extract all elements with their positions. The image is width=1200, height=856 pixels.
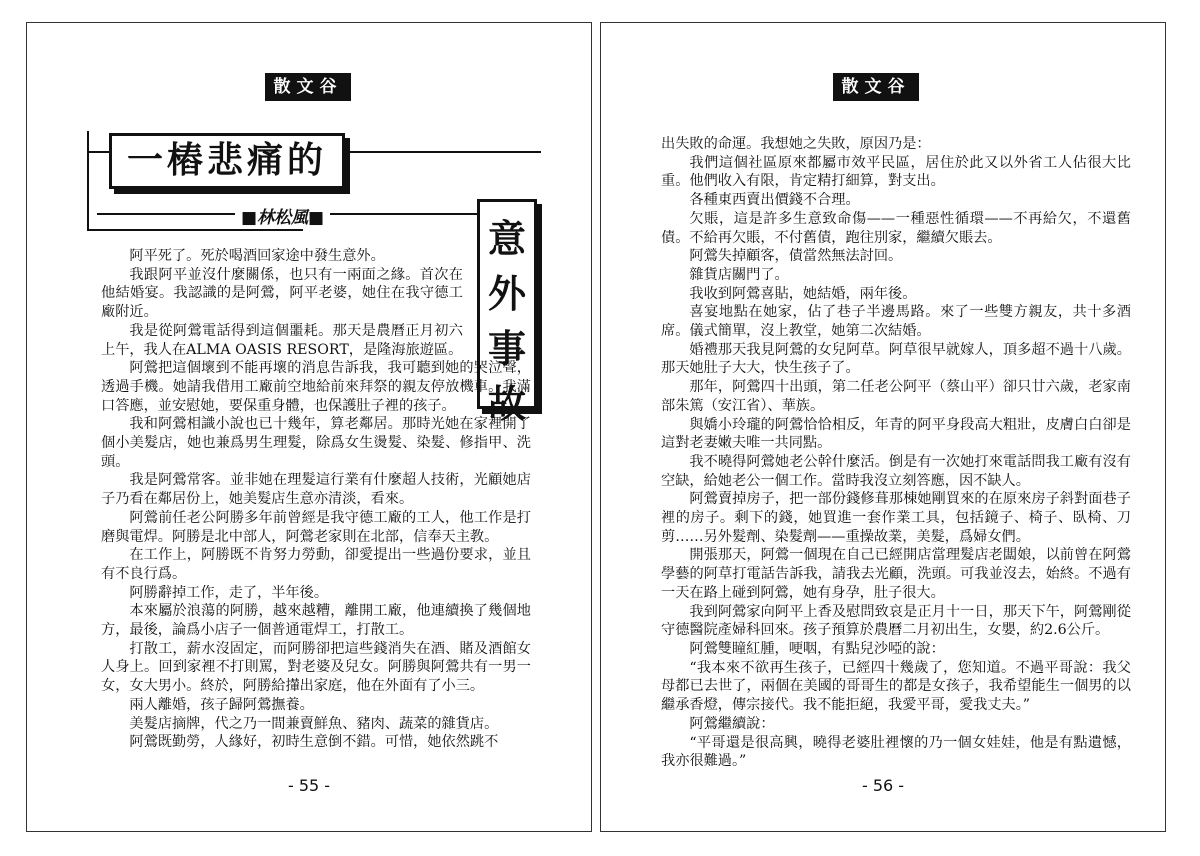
title-vertical-char: 故 (487, 382, 526, 426)
paragraph: 打散工，薪水沒固定，而阿勝卻把這些錢消失在酒、賭及酒館女人身上。回到家裡不打則罵，對老婆及兒女。阿勝與阿鶯共有一男一女，女大男小。終於，阿勝給攆出家庭，他在外面有了小三。 (101, 640, 531, 695)
paragraph: 我是阿鶯常客。並非她在理髮這行業有什麼超人技術，光顧她店子乃看在鄰居份上，她美髮店生意亦清淡，看來。 (101, 472, 531, 508)
paragraph: 與嬌小玲瓏的阿鶯恰恰相反，年青的阿平身段高大粗壯，皮膚白白卻是這對老妻嫩夫唯一共同點。 (661, 416, 1131, 452)
title-vertical-char: 事 (487, 327, 526, 371)
paragraph: 我跟阿平並沒什麼關係，也只有一兩面之緣。首次在他結婚宴。我認識的是阿鶯，阿平老婆，她住在我守德工廠附近。 (101, 266, 463, 321)
paragraph: 我收到阿鶯喜貼，她結婚，兩年後。 (689, 285, 917, 302)
left-page (26, 22, 592, 832)
paragraph: 阿鶯既勤勞，人緣好，初時生意倒不錯。可惜，她依然跳不 (129, 734, 499, 751)
paragraph: 阿鶯前任老公阿勝多年前曾經是我守德工廠的工人，他工作是打磨與電焊。阿勝是北中部人，阿鶯老家則在北部，信奉天主教。 (101, 509, 531, 545)
paragraph: “平哥還是很高興，曉得老婆肚裡懷的乃一個女娃娃，他是有點遺憾，我亦很難過。” (661, 734, 1131, 770)
author-name: ■林松風■ (235, 203, 330, 228)
paragraph: 在工作上，阿勝既不肯努力勞動，卻愛提出一些過份要求，並且有不良行爲。 (101, 547, 531, 582)
paragraph: 阿鶯失掉顧客，債當然無法討回。 (689, 248, 903, 265)
title-vertical-char: 意 (487, 217, 526, 261)
article-body-right (661, 135, 1131, 771)
title-vertical-char: 外 (487, 272, 526, 316)
paragraph: 欠賬，這是許多生意致命傷——一種惡性循環——不再給欠，不還舊債。不給再欠賬，不付舊債，跑往別家，繼續欠賬去。 (661, 210, 1131, 246)
paragraph: 我和阿鶯相識小說也已十幾年，算老鄰居。那時光她在家裡開了個小美髮店，她也兼爲男生理髮，除爲女生燙髮、染髮、修指甲、洗頭。 (101, 416, 531, 470)
paragraph: 兩人離婚，孩子歸阿鶯撫養。 (129, 696, 314, 713)
paragraph: 阿鶯繼續說： (689, 715, 775, 732)
paragraph: 阿平死了。死於喝酒回家途中發生意外。 (129, 248, 385, 264)
paragraph: 阿鶯賣掉房子，把一部份錢修葺那棟她剛買來的在原來房子斜對面巷子裡的房子。剩下的錢，她買進一套作業工具，包括鏡子、椅子、臥椅、刀剪……另外髮劑、染髮劑——重操故業，美髮，爲婦女們。 (661, 491, 1131, 545)
article-title: 一樁悲痛的 (109, 133, 345, 189)
paragraph: 雜貨店關門了。 (689, 266, 789, 283)
paragraph: 各種東西賣出價錢不合理。 (689, 192, 860, 209)
paragraph: 我到阿鶯家向阿平上香及慰問致哀是正月十一日，那天下午，阿鶯剛從守德醫院產婦科回來。孩子預算於農曆二月初出生，女嬰，約2.6公斤。 (661, 603, 1131, 639)
paragraph: 我是從阿鶯電話得到這個噩耗。那天是農曆正月初六上午，我人在ALMA OASIS RESORT，是隆海旅遊區。 (101, 322, 463, 358)
section-label: 散文谷 (833, 73, 919, 101)
paragraph: 出失敗的命運。我想她之失敗，原因乃是： (661, 136, 931, 152)
paragraph: 那年，阿鶯四十出頭，第二任老公阿平（蔡山平）卻只廿六歲，老家南部朱篤（安江省）、華族。 (661, 379, 1131, 414)
paragraph: “我本來不欲再生孩子，已經四十幾歲了，您知道。不過平哥說：我父母都已去世了，兩個在美國的哥哥生的都是女孩子，我希望能生一個男的以繼承香燈，傳宗接代。我不能拒絕，我愛平哥，愛我丈夫。” (661, 659, 1131, 714)
paragraph: 我們這個社區原來都屬市效平民區，居住於此又以外省工人佔很大比重。他們收入有限，肯定精打細算，對支出。 (661, 154, 1131, 190)
page-number: - 56 - (861, 776, 905, 795)
right-page (600, 22, 1166, 832)
paragraph: 本來屬於浪蕩的阿勝，越來越糟，離開工廠，他連續換了幾個地方，最後，論爲小店子一個普通電焊工，打散工。 (101, 603, 531, 639)
paragraph: 喜宴地點在她家，佔了巷子半邊馬路。來了一些雙方親友，共十多酒席。儀式簡單，沒上教堂，她第二次結婚。 (661, 304, 1131, 340)
paragraph: 婚禮那天我見阿鶯的女兒阿草。阿草很早就嫁人，頂多超不過十八歲。那天她肚子大大，快生孩子了。 (661, 341, 1131, 377)
paragraph: 開張那天，阿鶯一個現在自己已經開店當理髮店老闆娘，以前曾在阿鶯學藝的阿草打電話告訴我，請我去光顧，洗頭。可我並沒去，始終。不過有一天在路上碰到阿鶯，她有身孕，肚子很大。 (661, 547, 1131, 601)
paragraph: 美髮店摘牌，代之乃一間兼賣鮮魚、豬肉、蔬菜的雜貨店。 (129, 715, 499, 732)
section-label: 散文谷 (265, 73, 351, 101)
paragraph: 阿鶯把這個壞到不能再壞的消息告訴我，我可聽到她的哭泣聲，透過手機。她請我借用工廠前空地給前來拜祭的親友停放機車。我滿口答應，並安慰她，要保重身體，也保護肚子裡的孩子。 (101, 360, 531, 414)
article-body-left (101, 247, 531, 752)
paragraph: 阿鶯雙瞳紅腫，哽咽，有點兒沙啞的說： (689, 640, 945, 657)
paragraph: 我不曉得阿鶯她老公幹什麼活。倒是有一次她打來電話問我工廠有沒有空缺，給她老公一個工作。當時我沒立刻答應，因不缺人。 (661, 453, 1131, 489)
paragraph: 阿勝辭掉工作，走了，半年後。 (129, 584, 329, 601)
page-number: - 55 - (287, 776, 331, 795)
